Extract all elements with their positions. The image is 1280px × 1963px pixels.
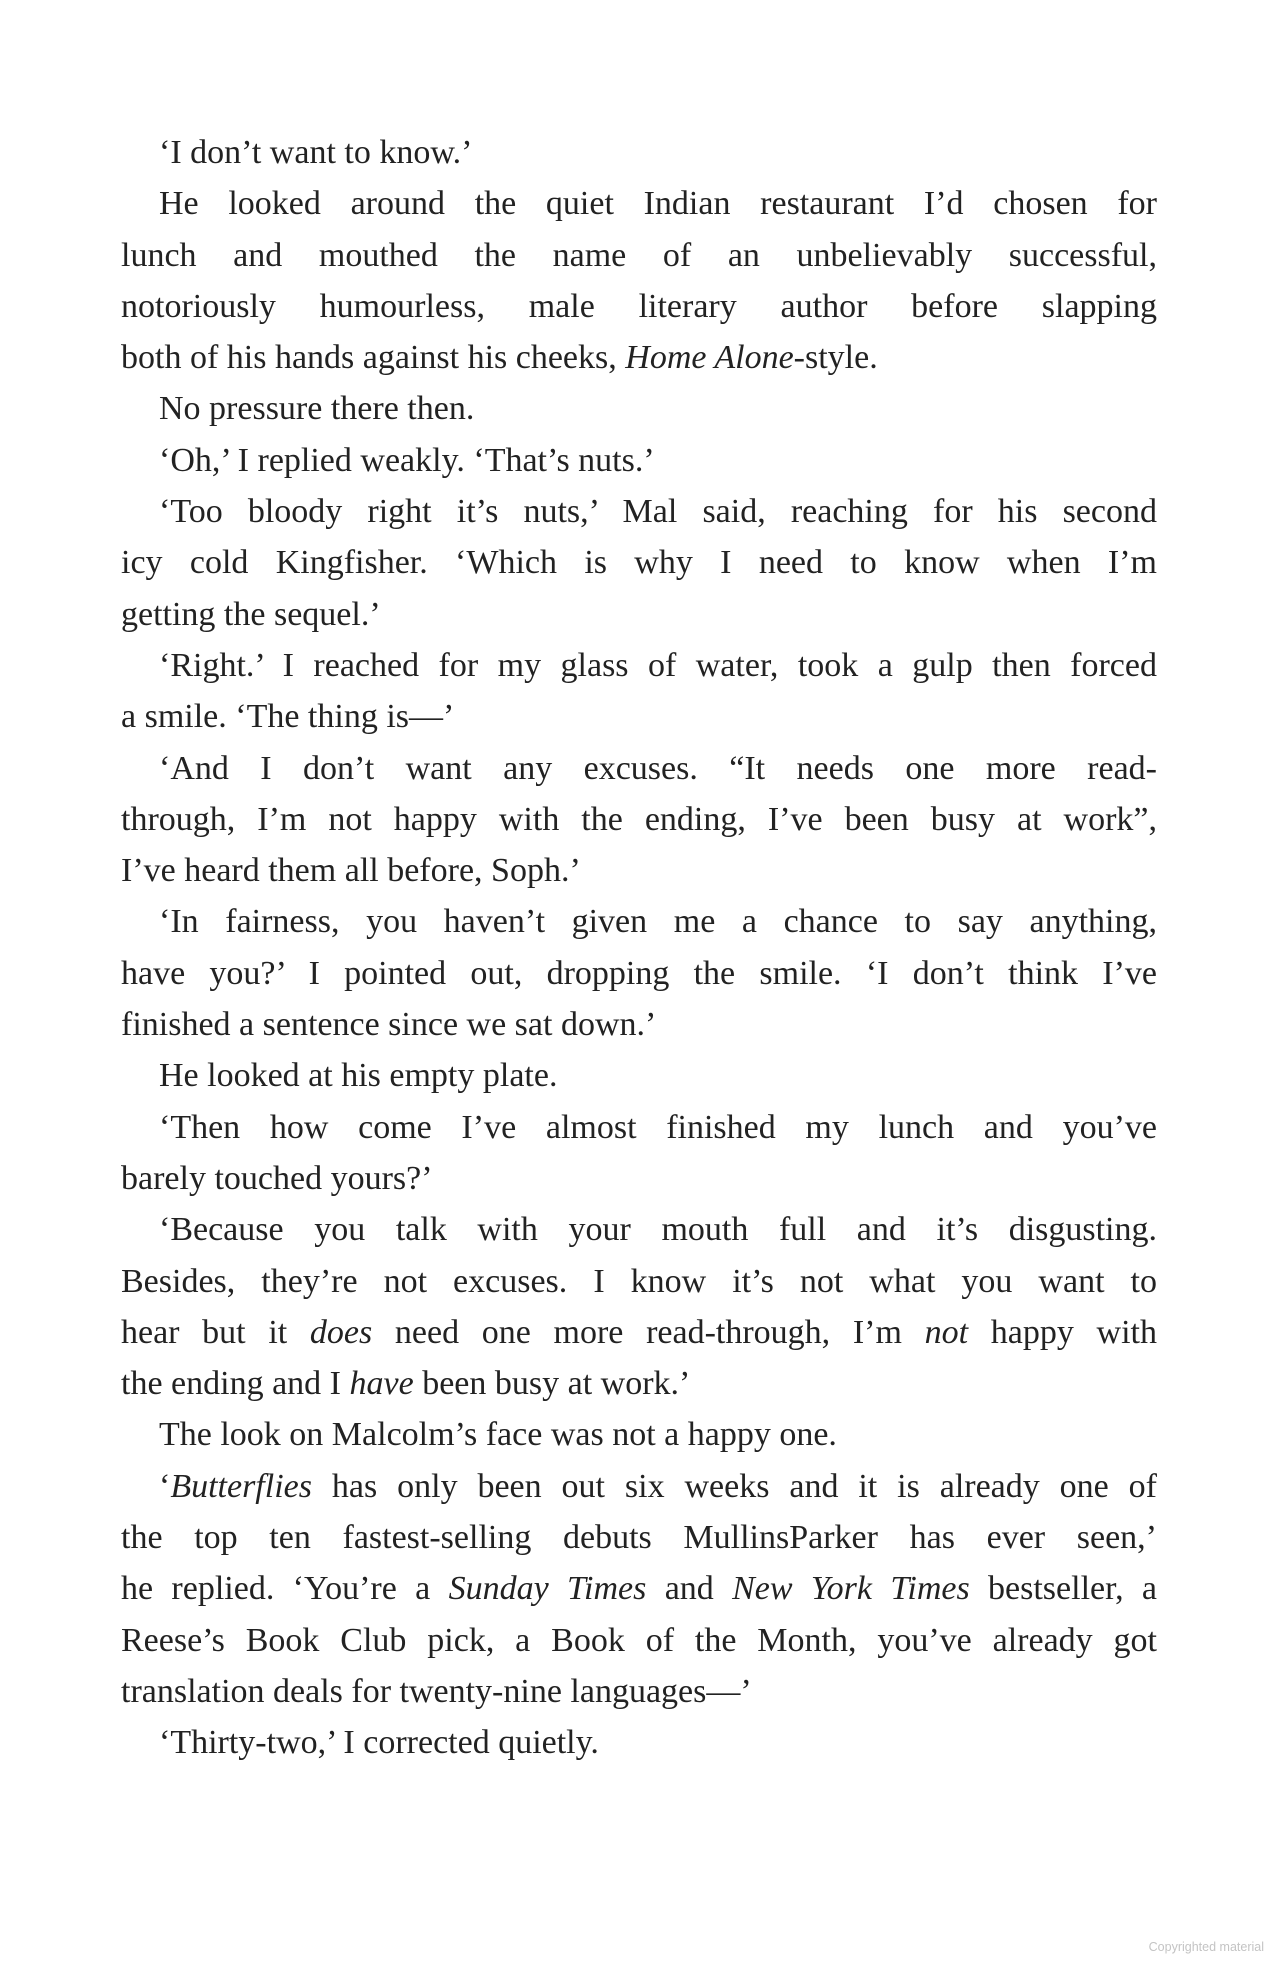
paragraph bbox=[121, 1204, 1157, 1409]
text-segment: hear but it bbox=[121, 1313, 310, 1351]
text-line bbox=[121, 999, 1157, 1050]
text-segment: have you?’ I pointed out, dropping the smile. ‘I don’t think I’ve bbox=[121, 954, 1157, 992]
paragraph bbox=[121, 1050, 1157, 1101]
text-segment: the ending and I bbox=[121, 1365, 350, 1403]
text-segment: a smile. ‘The thing is—’ bbox=[121, 698, 455, 736]
italic-text: Sunday Times bbox=[448, 1570, 647, 1608]
text-line bbox=[121, 1563, 1157, 1614]
text-segment: ‘Thirty-two,’ I corrected quietly. bbox=[159, 1724, 599, 1762]
text-line bbox=[121, 1717, 1157, 1768]
text-segment: the top ten fastest-selling debuts MullinsParker has ever seen,’ bbox=[121, 1519, 1157, 1557]
italic-text: not bbox=[924, 1313, 969, 1351]
text-segment: ‘And I don’t want any excuses. “It needs one more read- bbox=[159, 749, 1157, 787]
text-line bbox=[121, 743, 1157, 794]
text-segment: ‘Right.’ I reached for my glass of water, took a gulp then forced bbox=[159, 646, 1157, 684]
italic-text: Home Alone bbox=[625, 339, 794, 377]
paragraph bbox=[121, 640, 1157, 743]
paragraph bbox=[121, 383, 1157, 434]
text-line bbox=[121, 1307, 1157, 1358]
text-line bbox=[121, 1409, 1157, 1460]
text-segment: through, I’m not happy with the ending, I’ve been busy at work”, bbox=[121, 800, 1157, 838]
text-segment: happy with bbox=[968, 1313, 1157, 1351]
text-segment: need one more read-through, I’m bbox=[372, 1313, 925, 1351]
paragraph bbox=[121, 435, 1157, 486]
text-line bbox=[121, 230, 1157, 281]
text-line bbox=[121, 537, 1157, 588]
text-segment: has only been out six weeks and it is already one of bbox=[311, 1467, 1157, 1505]
text-line bbox=[121, 1512, 1157, 1563]
paragraph bbox=[121, 743, 1157, 897]
text-segment: ‘Oh,’ I replied weakly. ‘That’s nuts.’ bbox=[159, 441, 655, 479]
text-line bbox=[121, 691, 1157, 742]
book-page-body bbox=[121, 127, 1157, 1769]
text-line bbox=[121, 948, 1157, 999]
text-segment: barely touched yours?’ bbox=[121, 1159, 433, 1197]
text-line bbox=[121, 845, 1157, 896]
text-segment: ‘I don’t want to know.’ bbox=[159, 134, 473, 171]
paragraph bbox=[121, 178, 1157, 383]
text-line bbox=[121, 435, 1157, 486]
italic-text: have bbox=[349, 1365, 414, 1403]
text-line bbox=[121, 178, 1157, 229]
text-line bbox=[121, 1050, 1157, 1101]
text-segment: translation deals for twenty-nine languages—’ bbox=[121, 1672, 752, 1710]
text-line bbox=[121, 1204, 1157, 1255]
text-line bbox=[121, 1153, 1157, 1204]
text-line bbox=[121, 589, 1157, 640]
text-segment: been busy at work.’ bbox=[413, 1365, 691, 1403]
text-segment: ‘Too bloody right it’s nuts,’ Mal said, reaching for his second bbox=[159, 493, 1157, 531]
text-segment: ‘In fairness, you haven’t given me a chance to say anything, bbox=[159, 903, 1157, 941]
text-line bbox=[121, 1102, 1157, 1153]
copyright-watermark: Copyrighted material bbox=[1148, 1940, 1264, 1954]
paragraph bbox=[121, 1461, 1157, 1717]
text-line bbox=[121, 1358, 1157, 1409]
text-segment: getting the sequel.’ bbox=[121, 595, 381, 633]
text-segment: -style. bbox=[793, 339, 878, 377]
text-line bbox=[121, 1461, 1157, 1512]
text-line bbox=[121, 1615, 1157, 1666]
text-line bbox=[121, 640, 1157, 691]
text-line bbox=[121, 127, 1157, 178]
text-segment: He looked around the quiet Indian restaurant I’d chosen for bbox=[159, 185, 1157, 223]
text-segment: finished a sentence since we sat down.’ bbox=[121, 1006, 657, 1044]
text-segment: ‘Because you talk with your mouth full and it’s disgusting. bbox=[159, 1211, 1157, 1249]
text-segment: ‘ bbox=[159, 1467, 171, 1505]
text-segment: I’ve heard them all before, Soph.’ bbox=[121, 852, 581, 890]
text-segment: ‘Then how come I’ve almost finished my lunch and you’ve bbox=[159, 1108, 1157, 1146]
text-segment: bestseller, a bbox=[969, 1570, 1157, 1608]
text-line bbox=[121, 1666, 1157, 1717]
italic-text: Butterflies bbox=[170, 1467, 312, 1505]
text-line bbox=[121, 794, 1157, 845]
paragraph bbox=[121, 486, 1157, 640]
italic-text: New York Times bbox=[732, 1570, 970, 1608]
text-segment: both of his hands against his cheeks, bbox=[121, 339, 626, 377]
text-segment: He looked at his empty plate. bbox=[159, 1057, 558, 1095]
paragraph bbox=[121, 127, 1157, 178]
text-line bbox=[121, 896, 1157, 947]
text-segment: Reese’s Book Club pick, a Book of the Month, you’ve already got bbox=[121, 1621, 1157, 1659]
text-line bbox=[121, 332, 1157, 383]
text-line bbox=[121, 383, 1157, 434]
text-segment: lunch and mouthed the name of an unbelievably successful, bbox=[121, 236, 1157, 274]
paragraph bbox=[121, 1409, 1157, 1460]
text-segment: and bbox=[646, 1570, 733, 1608]
text-line bbox=[121, 1256, 1157, 1307]
text-segment: Besides, they’re not excuses. I know it’s not what you want to bbox=[121, 1262, 1157, 1300]
text-line bbox=[121, 281, 1157, 332]
text-segment: No pressure there then. bbox=[159, 390, 475, 428]
text-line bbox=[121, 486, 1157, 537]
text-segment: notoriously humourless, male literary author before slapping bbox=[121, 287, 1157, 325]
paragraph bbox=[121, 896, 1157, 1050]
paragraph bbox=[121, 1717, 1157, 1768]
paragraph bbox=[121, 1102, 1157, 1205]
italic-text: does bbox=[309, 1313, 373, 1351]
text-segment: The look on Malcolm’s face was not a happy one. bbox=[159, 1416, 837, 1454]
text-segment: he replied. ‘You’re a bbox=[121, 1570, 449, 1608]
text-segment: icy cold Kingfisher. ‘Which is why I need to know when I’m bbox=[121, 544, 1157, 582]
